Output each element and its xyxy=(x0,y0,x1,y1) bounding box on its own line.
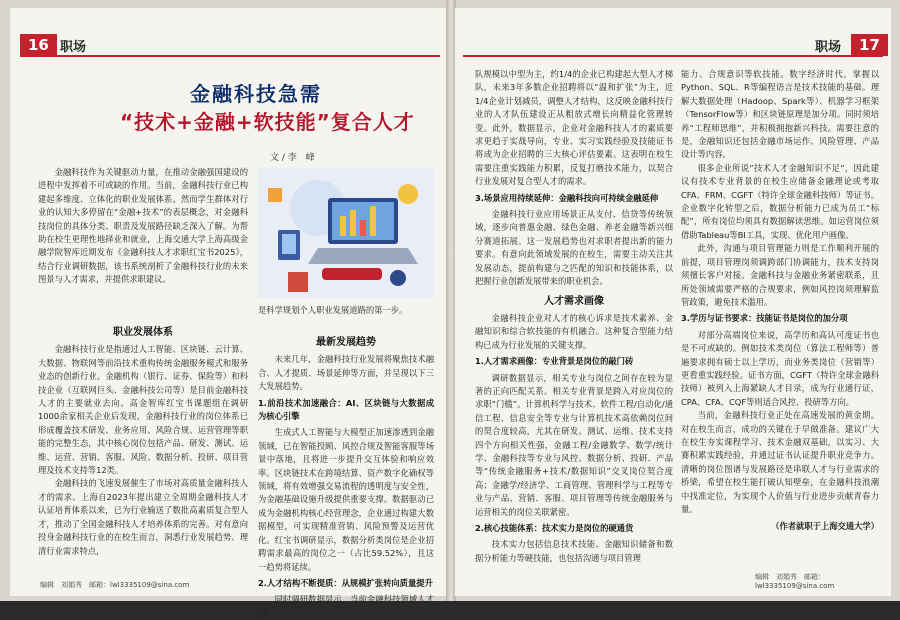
subheading: 3.场景应用持续延伸：金融科技向可持续金融延伸 xyxy=(475,192,659,203)
intro-end xyxy=(258,304,434,317)
paragraph: 调研数据显示，相关专业与岗位之间存在较为显著的正向匹配关系。相关专业背景是跨入对应岗位的求职“门槛”。计算机科学与技术、软件工程/自动化/通信工程、信息安全等专业与计算机技术高依赖岗位间的契合度较高，尤其在研发、测试、运维、技术支持四个方向相关性强，金融工程/金融数学、数学/统计学、金融科技等专业与风控、数据分析、投研、产品等“传统金融服务+技术/数据知识”交叉岗位契合度高；金融学/经济学、工商管理、管理科学与工程等专业与产品、营销、客服、项目管理等传统金融服务与运营相关的岗位关联紧密。 xyxy=(475,372,673,517)
author-affiliation: （作者就职于上海交通大学） xyxy=(771,521,879,532)
footer: 编辑 刘娟秀 邮箱：lwl3335109@sina.com xyxy=(755,573,835,590)
subheading: 2.核心技能体系：技术实力是岗位的硬通货 xyxy=(475,523,634,533)
article-title-line2: “技术+金融+软技能”复合人才 xyxy=(120,110,415,134)
paragraph: 很多企业所说“技术人才金融知识不足”，因此建议有技术专业背景的在校生应储备金融理论或考取CFA、FRM、CGFT（特许全球金融科技师）等证书。企业数字化转型之后，数据分析能力已成为员工“标配”，所有岗位均须具有数据解读思维。如运营岗位须借助Tableau等BI工具，实现、优化用户画像。 xyxy=(681,162,879,240)
article-title-line1: 金融科技急需 xyxy=(190,82,322,106)
paragraph: 金融科技行业应用场景正从支付、信贷等传统领域，逐步向普惠金融、绿色金融、养老金融等新兴细分赛道拓展。这一发展趋势也对求职者提出新的能力要求。有意向此领域发展的在校生，需要主动关注其发展动态，提前构建与之匹配的知识和技能体系，以把握行业创新发展带来的职业机会。 xyxy=(475,209,673,287)
subheading: 1.前沿技术加速融合：AI、区块链与大数据成为核心引擎 xyxy=(258,397,434,422)
paragraph: 技术实力包括信息技术技能、金融知识储备和数据分析能力等硬技能，也包括沟通与项目管理 xyxy=(475,539,673,563)
paragraph: 金融科技的飞速发展催生了市场对高质量金融科技人才的需求。上海自2023年提出建立全周期金融科技人才认证培育体系以来，已为行业输送了数批高素质复合型人才，推动了全国金融科技人才培养体系的完善。对有意向投身金融科技行业的在校生而言，洞悉行业发展趋势、理清行业需求特点， xyxy=(38,478,248,556)
section-label: 职场 xyxy=(815,40,842,55)
page-number: 16 xyxy=(20,34,57,56)
paragraph: 队规模以中型为主，约1/4的企业已构建起大型人才梯队，未来3年多数企业招聘将以“温和扩张”为主，近1/4企业计划减员，调整人才结构，这反映金融科技行业的人才队伍建设正从粗放式增长向精益化管理转变。此外，数据显示，企业对金融科技人才的素质要求更趋于实战导向，专业、实习实践经验及技能证书将成为企业招聘的三大核心评估要素。这表明在校生需要注重实践能力积累，反复打磨技术能力，以契合行业发展对复合型人才的需求。 xyxy=(475,69,673,187)
byline: 文 / 李 峰 xyxy=(270,153,315,163)
footer: 编辑 刘娟秀 邮箱：lwl3335109@sina.com xyxy=(40,581,190,589)
fintech-illustration xyxy=(258,168,434,298)
left-column-1 xyxy=(38,320,248,558)
subheading: 1.人才需求画像：专业背景是岗位的敲门砖 xyxy=(475,356,634,367)
right-column-1 xyxy=(475,68,673,565)
heading-career-system: 职业发展体系 xyxy=(113,327,173,338)
heading-talent-demand: 人才需求画像 xyxy=(544,295,604,307)
right-page xyxy=(454,8,891,596)
paragraph: 金融科技行业是指通过人工智能、区块链、云计算、大数据、物联网等前沿技术重构传统金融服务模式和服务业态的创新行业。金融机构（银行、证券、保险等）和科技企业（互联网巨头、金融科技公司等）是目前金融科技人才的主要就业去向。高金智库红宝书课题组在调研1000余家相关企业后发现，金融科技行业的岗位体系已形成覆盖技术研发、业务应用、风险合规、运营管理等职能的完整生态，其中核心岗位包括产品、研发、测试、运维、运营、营销、客服、风险、数据分析、投研、项目管理及技术支持等12类。 xyxy=(38,344,248,476)
subheading: 3.学历与证书要求：技能证书是岗位的加分项 xyxy=(681,313,848,324)
header-rule xyxy=(20,55,440,57)
paragraph: 生成式人工智能与大模型正加速渗透到金融领域，已在智能投顾、风控合规及智能客服等场景中落地，且将进一步提升交互体验和响应效率。区块链技术在跨境结算、资产数字化确权等领域，将有效增强交易流程的透明度与安全性，为金融基础设施升级提供重要支撑。数据驱动已成为金融机构核心经营理念，企业通过构建大数据模型，可实现精准营销、风险预警及运营优化。红宝书调研显示，数据分析类岗位是企业招聘需求最高的岗位之一（占比59.52%），且这一趋势将延续。 xyxy=(258,427,434,572)
paragraph: 对部分高端岗位来说，高学历和高认可度证书也是不可或缺的。例如技术类岗位（算法工程师等）普遍要求拥有硕士以上学历，而业务类岗位（营销等）更看重实践经验。证书方面，CGFT（特许全球金融科技师）被列入上海紧缺人才目录，成为行业通行证，CPA、CFA、CQF等则适合风控、投研等方向。 xyxy=(681,329,879,407)
subheading: 2.人才结构不断提质：从规模扩张转向质量提升 xyxy=(258,577,433,588)
paragraph: 能力、合规意识等软技能。数字经济时代，掌握以Python、SQL、R等编程语言是技术技能的基础。理解大数据处理（Hadoop、Spark等）、机器学习框架（TensorFlow等）和区块链原理是加分项。同时须培养“工程师思维”，并积极拥抱新兴科技。需要注意的是，金融知识还包括金融市场运作、风险管理、产品设计等内容。 xyxy=(681,69,879,160)
right-column-2 xyxy=(681,68,879,534)
paragraph: 当前，金融科技行业正处在高速发展的黄金期。对在校生而言，成功的关键在于早做准备。建议广大在校生夯实课程学习、技术金融双基础，以实习、大赛积累实践经验，并通过证书认证提升职业竞争力。清晰的岗位图谱与发展路径是串联人才与行业需求的桥梁，希望在校生能打破认知壁垒，在金融科技浪潮中找准定位，为实现个人价值与行业进步贡献青春力量。 xyxy=(681,410,879,514)
paragraph: 同时调研数据显示，当前金融科技领域人才团 xyxy=(258,594,434,618)
intro-column xyxy=(38,166,248,287)
paragraph: 此外，沟通与项目管理能力则是工作顺利开展的前提，项目管理岗须调跨部门协调能力，技术支持岗须擅长客户对接。金融科技与金融业务紧密联系，且所处领域需要严格的合规要求，例如风控岗须理解监管政策，避免技术滥用。 xyxy=(681,243,879,307)
intro-paragraph: 金融科技作为关键驱动力量，在推动金融强国建设的进程中发挥着不可或缺的作用。当前，金融科技行业已构建起多维度、立体化的职业发展体系。然而学生群体对行业的认知大多停留在“金融+技术”的表层概念，对金融科技岗位的具体分类、职责及发展路径缺乏深入了解。为帮助在校生更理性地择业和就业，上海交通大学上海高级金融学院智库近期发布《金融科技人才求职红宝书2025》，结合行业调研数据，该书系统剖析了金融科技行业的未来图景与人才需求，并提供求职建议。 xyxy=(38,167,248,285)
page-number: 17 xyxy=(851,34,888,56)
intro-end-paragraph: 是科学规划个人职业发展道路的第一步。 xyxy=(258,305,408,315)
paragraph: 金融科技企业对人才的核心诉求是技术素养、金融知识和综合软技能的有机融合。这种复合型能力结构已成为行业发展的关键支撑。 xyxy=(475,312,673,350)
paragraph: 未来几年，金融科技行业发展将聚焦技术融合、人才提质、场景延伸等方面，并呈现以下三大发展趋势。 xyxy=(258,354,434,392)
heading-trends: 最新发展趋势 xyxy=(316,337,376,348)
left-page xyxy=(10,8,449,618)
section-label: 职场 xyxy=(60,40,87,55)
header-rule xyxy=(463,55,883,57)
left-column-2 xyxy=(258,330,434,620)
